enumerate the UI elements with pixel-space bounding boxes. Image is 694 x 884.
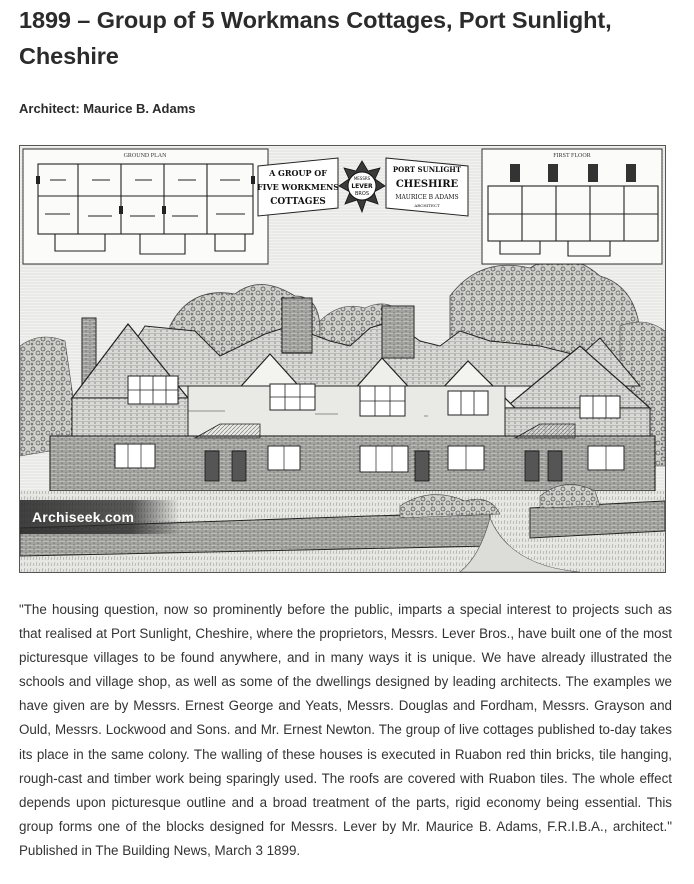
ground-plan-panel — [23, 149, 268, 264]
seal-line-3: BROS — [354, 191, 370, 197]
architect-credit: Architect: Maurice B. Adams — [19, 101, 196, 116]
seal-line-1: MESSRS — [353, 176, 371, 181]
banner-left-line-3: COTTAGES — [270, 197, 326, 207]
banner-left-line-2: FIVE WORKMENS — [256, 182, 340, 192]
banner-right-line-1: PORT SUNLIGHT — [392, 165, 462, 174]
archiseek-watermark: Archiseek.com — [20, 500, 180, 534]
article-body: "The housing question, now so prominently before the public, imparts a special interest to projects such as that realised at Port Sunlight, Cheshire, where the proprietors, Messrs. Lever Bros., have built one of the most picturesque villages to be found anywhere, and in many ways it is unique. We have already illustrated the schools and village shop, as well as some of the dwellings designed by leading architects. The examples we have given are by Messrs. Ernest George and Yeats, Messrs. Douglas and Fordham, Messrs. Grayson and Ould, Messrs. Lockwood and Sons. and Mr. Ernest Newton. The group of live cottages published to-day takes its place in the same colony. The walling of these houses is executed in Ruabon red thin bricks, tile hanging, rough-cast and timber work being sparingly used. The roofs are covered with Ruabon tiles. The whole effect depends upon picturesque outline and a broad treatment of the parts, rigid economy being essential. This group forms one of the blocks designed for Messrs. Lever by Mr. Maurice B. Adams, F.R.I.B.A., architect." Published in The Building News, March 3 1899. — [19, 602, 672, 858]
banner-right-line-2: CHESHIRE — [395, 179, 459, 190]
title-cartouche — [257, 158, 468, 216]
first-floor-panel — [482, 149, 662, 264]
banner-right-line-3: MAURICE B ADAMS — [395, 194, 459, 201]
first-floor-label: FIRST FLOOR — [553, 153, 591, 159]
ground-plan-label: GROUND PLAN — [123, 153, 167, 159]
banner-right-line-4: ARCHITECT — [414, 203, 440, 208]
seal-line-2: LEVER — [351, 183, 373, 190]
engraving-image[interactable] — [19, 145, 666, 573]
page-title: 1899 – Group of 5 Workmans Cottages, Port Sunlight, Cheshire — [19, 7, 612, 69]
banner-left-line-1: A GROUP OF — [269, 168, 327, 178]
